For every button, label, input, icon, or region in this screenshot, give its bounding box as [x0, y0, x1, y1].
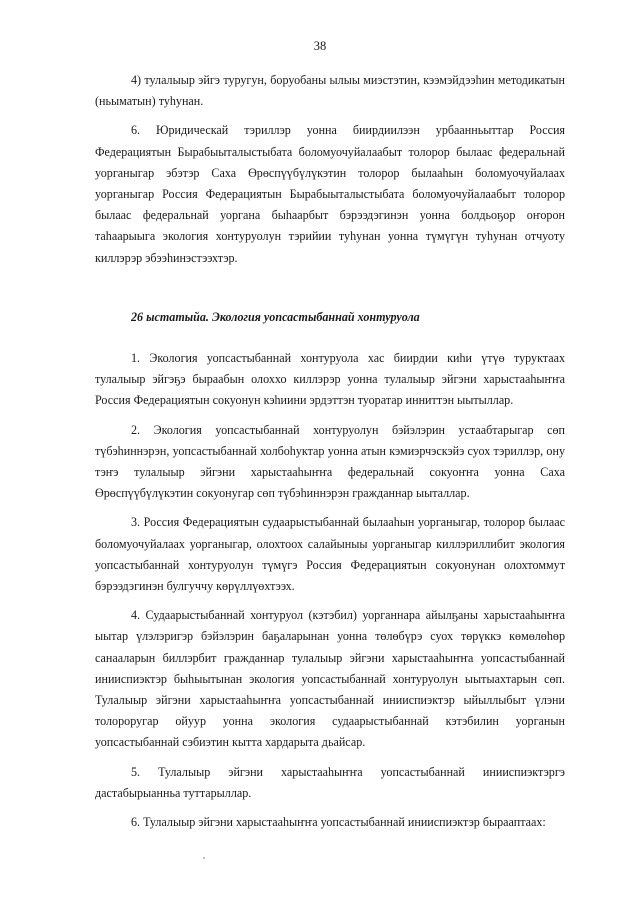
paragraph-item-6: 6. Юридическай тэриллэр уонна биирдиилээн урбаанньыттар Россия Федерациятын Бырабыыталыстыбата боломуочуйалаабыт толорор былаас федеральнай уорганыгар эбэтэр Саха Өрөспүүбүлүкэтин толорор былааһын боломуочуйалаах уорганыгар Россия Федерациятын Бырабыыталыстыбата боломуочуйалаабыт толорор былаас федеральнай уорганa быһаарбыт бэрээдэгинэн уонна болдьоҕор оҥорон таһаарыыга экология хонтуруолун тэрийии туһунан уонна түмүгүн туһунан отчуоту киллэрэр эбээһинэстээхтэр. — [95, 123, 565, 265]
article-paragraph-3: 3. Россия Федерациятын судаарыстыбаннай былааһын уорганыгар, толорор былаас боломуочуйалаах уорганыгар, олохтоох салайыныы уорганыгар киллэриллибит экология уопсастыбаннай хонтуруолун түмүгэ Россия Федерациятын сокуонунан олохтоммут бэрээдэгинэн булгуччу көрүллүөхтээх. — [95, 515, 565, 594]
article-heading: 26 ыстатыйа. Экология уопсастыбаннай хонтуруола — [131, 309, 420, 324]
page-number: 38 — [313, 39, 327, 53]
paragraph-spacer — [95, 597, 565, 605]
article-paragraph-6: 6. Тулалыыр эйгэни харыстааһыҥҥа уопсастыбаннай инииспиэктэр бырааптаах: — [131, 815, 546, 830]
paragraph-spacer — [95, 112, 565, 120]
article-paragraph-1: 1. Экология уопсастыбаннай хонтуруола хас биирдии киһи үтүө туруктаах тулалыыр эйгэҕэ быраабын олоххо киллэрэр уонна тулалыыр эйгэни харыстааһыҥҥа Россия Федерациятын сокуонун кэһиини эрдэттэн туоратар инниттэн ыытыллар. — [95, 351, 565, 408]
paragraph-spacer — [95, 412, 565, 420]
scan-mark — [203, 857, 205, 859]
article-paragraph-2: 2. Экология уопсастыбаннай хонтуруолун бэйэлэрин устаабтарыгар сөп түбэһиннэрэн, уопсастыбаннай холбоһуктар уонна атын кэмиэрчэскэйэ суох тэриллэр, ону тэҥэ тулалыыр эйгэни харыстааһыҥҥа федеральнай сокуоҥҥа уонна Саха Өрөспүүбүлүкэтин сокуонугар сөп түбэһиннэрэн гражданнар ыыталлар. — [95, 422, 565, 501]
document-body — [95, 70, 565, 833]
paragraph-spacer — [95, 504, 565, 512]
paragraph-spacer — [95, 804, 565, 812]
paragraph-item-4: 4) тулалыыр эйгэ туругун, боруобаны ылыы миэстэтин, кээмэйдээһин методикатын (ньыматын) туһунан. — [95, 73, 565, 109]
article-paragraph-5: 5. Тулалыыр эйгэни харыстааһыҥҥа уопсастыбаннай инииспиэктэргэ дастабырыанньа туттарыллар. — [95, 764, 565, 800]
article-paragraph-4: 4. Судаарыстыбаннай хонтуруол (кэтэбил) уорганнара айылҕаны харыстааһыҥҥа ыытар үлэлэригэр бэйэлэрин баҕаларынан уонна төлөбүрэ суох төрүккэ көмөлөһөр санааларын биллэрбит гражданнар тулалыыр эйгэни харыстааһыҥҥа уопсастыбаннай инииспиэктэр быһыытынан экология уопсастыбаннай хонтуруолун ыытыахтарын сөп. Тулалыыр эйгэни харыстааһыҥҥа уопсастыбаннай инииспиэктэр ыйыллыбыт үлэни толороругар ойуур уонна экология судаарыстыбаннай кэтэбилин уорганын уопсастыбаннай сэбиэтин кытта хардарыта дьайсар. — [95, 608, 565, 750]
paragraph-spacer — [95, 754, 565, 762]
